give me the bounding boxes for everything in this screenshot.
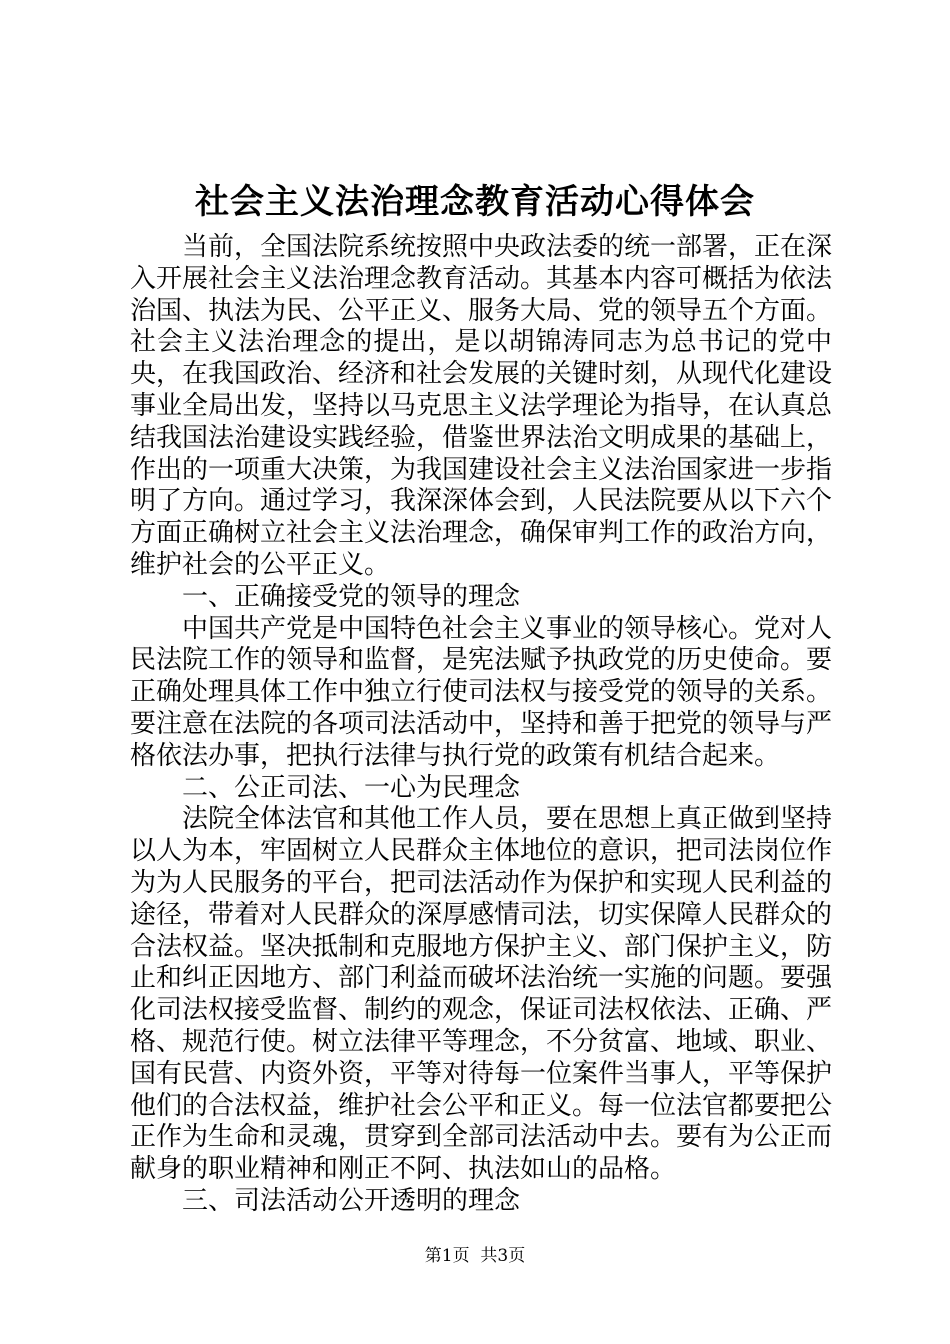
page-footer (0, 1244, 950, 1268)
section-heading-2: 二、公正司法、一心为民理念 (182, 772, 521, 803)
section-heading-3: 三、司法活动公开透明的理念 (182, 1185, 521, 1216)
document-title: 社会主义法治理念教育活动心得体会 (195, 182, 755, 222)
paragraph-section-2: 法院全体法官和其他工作人员，要在思想上真正做到坚持以人为本，牢固树立人民群众主体地位的意识，把司法岗位作为为人民服务的平台，把司法活动作为保护和实现人民利益的途径，带着对人民群众的深厚感情司法，切实保障人民群众的合法权益。坚决抵制和克服地方保护主义、部门保护主义，防止和纠正因地方、部门利益而破坏法治统一实施的问题。要强化司法权接受监督、制约的观念，保证司法权依法、正确、严格、规范行使。树立法律平等理念，不分贫富、地域、职业、国有民营、内资外资，平等对待每一位案件当事人，平等保护他们的合法权益，维护社会公平和正义。每一位法官都要把公正作为生命和灵魂，贯穿到全部司法活动中去。要有为公正而献身的职业精神和刚正不阿、执法如山的品格。 (130, 804, 833, 1185)
paragraph-section-1: 中国共产党是中国特色社会主义事业的领导核心。党对人民法院工作的领导和监督，是宪法赋予执政党的历史使命。要正确处理具体工作中独立行使司法权与接受党的领导的关系。要注意在法院的各项司法活动中，坚持和善于把党的领导与严格依法办事，把执行法律与执行党的政策有机结合起来。 (130, 613, 833, 771)
page-total: 共3页 (480, 1246, 526, 1266)
page-number: 第1页 (424, 1246, 470, 1266)
section-heading-1: 一、正确接受党的领导的理念 (182, 581, 521, 612)
document-body (130, 232, 832, 1218)
paragraph-intro: 当前，全国法院系统按照中央政法委的统一部署，正在深入开展社会主义法治理念教育活动。其基本内容可概括为依法治国、执法为民、公平正义、服务大局、党的领导五个方面。社会主义法治理念的提出，是以胡锦涛同志为总书记的党中央，在我国政治、经济和社会发展的关键时刻，从现代化建设事业全局出发，坚持以马克思主义法学理论为指导，在认真总结我国法治建设实践经验，借鉴世界法治文明成果的基础上，作出的一项重大决策，为我国建设社会主义法治国家进一步指明了方向。通过学习，我深深体会到，人民法院要从以下六个方面正确树立社会主义法治理念，确保审判工作的政治方向，维护社会的公平正义。 (130, 232, 833, 580)
